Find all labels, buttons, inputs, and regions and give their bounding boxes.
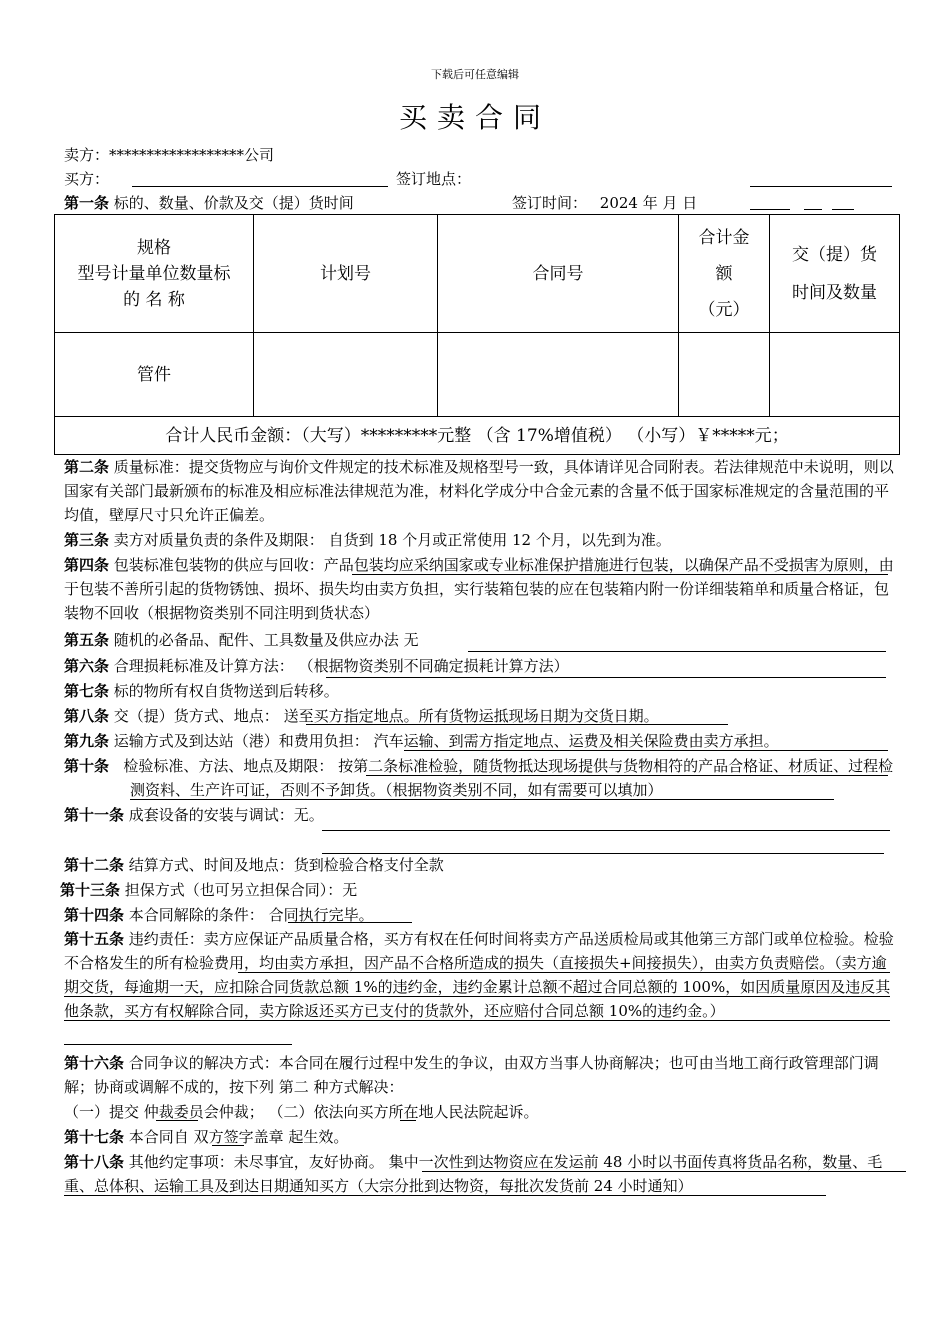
- article-label: 第五条: [64, 631, 110, 649]
- article-15: [64, 927, 894, 1023]
- article-label: 第十一条: [64, 806, 125, 824]
- article-text: 质量标准：提交货物应与询价文件规定的技术标准及规格型号一致，具体请详见合同附表。若法律规范中未说明，则以国家有关部门最新颁布的标准及相应标准法律规范为准，材料化学成分中合金元素的含量不低于国家标准规定的含量范围的平均值，壁厚尺寸只允许正偏差。: [64, 458, 894, 524]
- article-label: 第九条: [64, 732, 110, 750]
- article-label: 第十四条: [64, 906, 125, 924]
- article-text: 担保方式（也可另立担保合同）：无: [124, 881, 358, 899]
- article-18-underline-1: [422, 1171, 906, 1172]
- header-contract-no: 合同号: [438, 215, 679, 333]
- article-8-underline: [306, 724, 728, 725]
- article-18-underline-2: [64, 1195, 826, 1196]
- buyer-fill-line[interactable]: [132, 186, 388, 187]
- article-label: 第六条: [64, 657, 110, 675]
- article-14-underline: [288, 922, 412, 923]
- article-13: [60, 878, 890, 902]
- article-10-underline-2: [130, 799, 834, 800]
- sign-time-value: 2024 年 月 日: [599, 194, 698, 212]
- article-text: 交（提）货方式、地点： 送至买方指定地点。所有货物运抵现场日期为交货日期。: [113, 707, 659, 725]
- header-note: 下载后可任意编辑: [431, 68, 519, 81]
- article-text: 随机的必备品、配件、工具数量及供应办法 无: [113, 631, 419, 649]
- article-label: 第十六条: [64, 1054, 125, 1072]
- article-15-underline-3: [64, 1020, 890, 1021]
- article-text: 合理损耗标准及计算方法： （根据物资类别不同确定损耗计算方法）: [113, 657, 569, 675]
- article-text: 本合同自 双方签字盖章 起生效。: [128, 1128, 349, 1146]
- article-10-underline-1: [366, 775, 888, 776]
- sign-time-label: 签订时间：: [512, 194, 588, 212]
- seller-value: ******************公司: [109, 146, 275, 164]
- article-text: 违约责任：卖方应保证产品质量合格，买方有权在任何时间将卖方产品送质检局或其他第三方部门或单位检验。检验不合格发生的所有检验费用，均由卖方承担，因产品不合格所造成的损失（直接损失+间接损失），由卖方负责赔偿。（卖方逾期交货，每逾期一天，应扣除合同货款总额 1%的违约金，违约金累计总额不超过合同总额的 100%，如因质量原因及违反其他条款，买方有权解除合同，卖方除返还买方已支付的货款外，还应赔付合同总额 10%的违约金。）: [64, 930, 894, 1020]
- article-2: [64, 455, 894, 527]
- article-text: 本合同解除的条件： 合同执行完毕。: [128, 906, 374, 924]
- article-text: 检验标准、方法、地点及期限： 按第二条标准检验，随货物抵达现场提供与货物相符的产品合格证、材质证、过程检测资料、生产许可证，否则不予卸货。（根据物资类别不同，如有需要可以填加）: [123, 757, 894, 799]
- sign-place-fill-line[interactable]: [750, 186, 892, 187]
- article-text: 结算方式、时间及地点：货到检验合格支付全款: [128, 856, 444, 874]
- arbitration-fill-line[interactable]: [156, 1120, 198, 1121]
- article-label: 第二条: [64, 458, 110, 476]
- sign-place-label: 签订地点：: [396, 170, 472, 188]
- seller-line: [64, 144, 274, 165]
- article-11-fill-line[interactable]: [322, 830, 890, 831]
- court-option-underline: [400, 1120, 416, 1121]
- article-label: 第十五条: [64, 930, 125, 948]
- article-17-underline: [212, 1145, 244, 1146]
- article-1-label: 第一条: [64, 194, 110, 212]
- article-label: 第四条: [64, 556, 110, 574]
- article-5: [64, 628, 894, 652]
- article-15-underline-1: [238, 972, 890, 973]
- article-4: [64, 553, 894, 625]
- article-label: 第三条: [64, 531, 110, 549]
- article-label: 第十七条: [64, 1128, 125, 1146]
- cell-amount[interactable]: [679, 333, 770, 417]
- sign-time: [512, 192, 697, 213]
- article-5-fill-line[interactable]: [468, 651, 886, 652]
- seller-label: 卖方：: [64, 146, 110, 164]
- sign-time-fill-2[interactable]: [804, 209, 822, 210]
- article-text: 标的物所有权自货物送到后转移。: [113, 682, 339, 700]
- article-15-underline-2: [64, 996, 890, 997]
- goods-table: [54, 214, 900, 455]
- document-title: 买卖合同: [398, 101, 551, 134]
- buyer-label: 买方：: [64, 170, 110, 188]
- article-label: 第十三条: [60, 881, 121, 899]
- article-1-text: 标的、数量、价款及交（提）货时间: [113, 194, 354, 212]
- article-label: 第十八条: [64, 1153, 125, 1171]
- article-17: [64, 1125, 894, 1149]
- article-16: [64, 1051, 894, 1099]
- article-text: 成套设备的安装与调试：无。: [128, 806, 324, 824]
- header-delivery: 交（提）货 时间及数量: [770, 215, 900, 333]
- article-12: [64, 853, 894, 877]
- article-15-underline-4: [64, 1044, 292, 1045]
- sign-time-fill-3[interactable]: [832, 209, 854, 210]
- article-3: [64, 528, 894, 552]
- header-amount: 合计金 额 （元）: [679, 215, 770, 333]
- article-18: [64, 1150, 894, 1198]
- article-6: [64, 654, 894, 678]
- table-row: [55, 333, 900, 417]
- total-amount: 合计人民币金额：（大写）*********元整 （含 17%增值税） （小写）￥*****元；: [55, 417, 900, 455]
- cell-contract-no[interactable]: [438, 333, 679, 417]
- header-plan-no: 计划号: [254, 215, 438, 333]
- article-label: 第十二条: [64, 856, 125, 874]
- article-text: 卖方对质量负责的条件及期限： 自货到 18 个月或正常使用 12 个月，以先到为准。: [113, 531, 671, 549]
- dispute-options-text: （一）提交 仲裁委员会仲裁； （二）依法向买方所在地人民法院起诉。: [64, 1103, 539, 1121]
- cell-delivery[interactable]: [770, 333, 900, 417]
- article-14: [64, 903, 894, 927]
- article-7: [64, 679, 894, 703]
- article-text: 合同争议的解决方式：本合同在履行过程中发生的争议，由双方当事人协商解决；也可由当地工商行政管理部门调解；协商或调解不成的，按下列 第二 种方式解决：: [64, 1054, 879, 1096]
- cell-item-name: 管件: [55, 333, 254, 417]
- article-label: 第八条: [64, 707, 110, 725]
- article-11: [64, 803, 894, 827]
- sign-time-fill-1[interactable]: [750, 209, 790, 210]
- article-10: [64, 754, 894, 802]
- article-9-underline: [404, 750, 888, 751]
- article-1: [64, 192, 354, 213]
- article-text: 其他约定事项：未尽事宜，友好协商。 集中一次性到达物资应在发运前 48 小时以书面传真将货品名称，数量、毛重、总体积、运输工具及到达日期通知买方（大宗分批到达物资，每批次发货前 24 小时通知）: [64, 1153, 883, 1195]
- cell-plan-no[interactable]: [254, 333, 438, 417]
- article-4-underline: [352, 574, 888, 575]
- header-spec: 规格 型号计量单位数量标 的 名 称: [55, 215, 254, 333]
- article-6-fill-line[interactable]: [326, 677, 886, 678]
- article-label: 第七条: [64, 682, 110, 700]
- table-total-row: [55, 417, 900, 455]
- article-text: 运输方式及到达站（港）和费用负担： 汽车运输、到需方指定地点、运费及相关保险费由卖方承担。: [113, 732, 779, 750]
- article-text: 包装标准包装物的供应与回收：产品包装均应采纳国家或专业标准保护措施进行包装，以确保产品不受损害为原则，由于包装不善所引起的货物锈蚀、损坏、损失均由卖方负担，实行装箱包装的应在包装箱内附一份详细装箱单和质量合格证，包装物不回收（根据物资类别不同注明到货状态）: [64, 556, 894, 622]
- article-label: 第十条: [64, 757, 110, 775]
- table-header-row: [55, 215, 900, 333]
